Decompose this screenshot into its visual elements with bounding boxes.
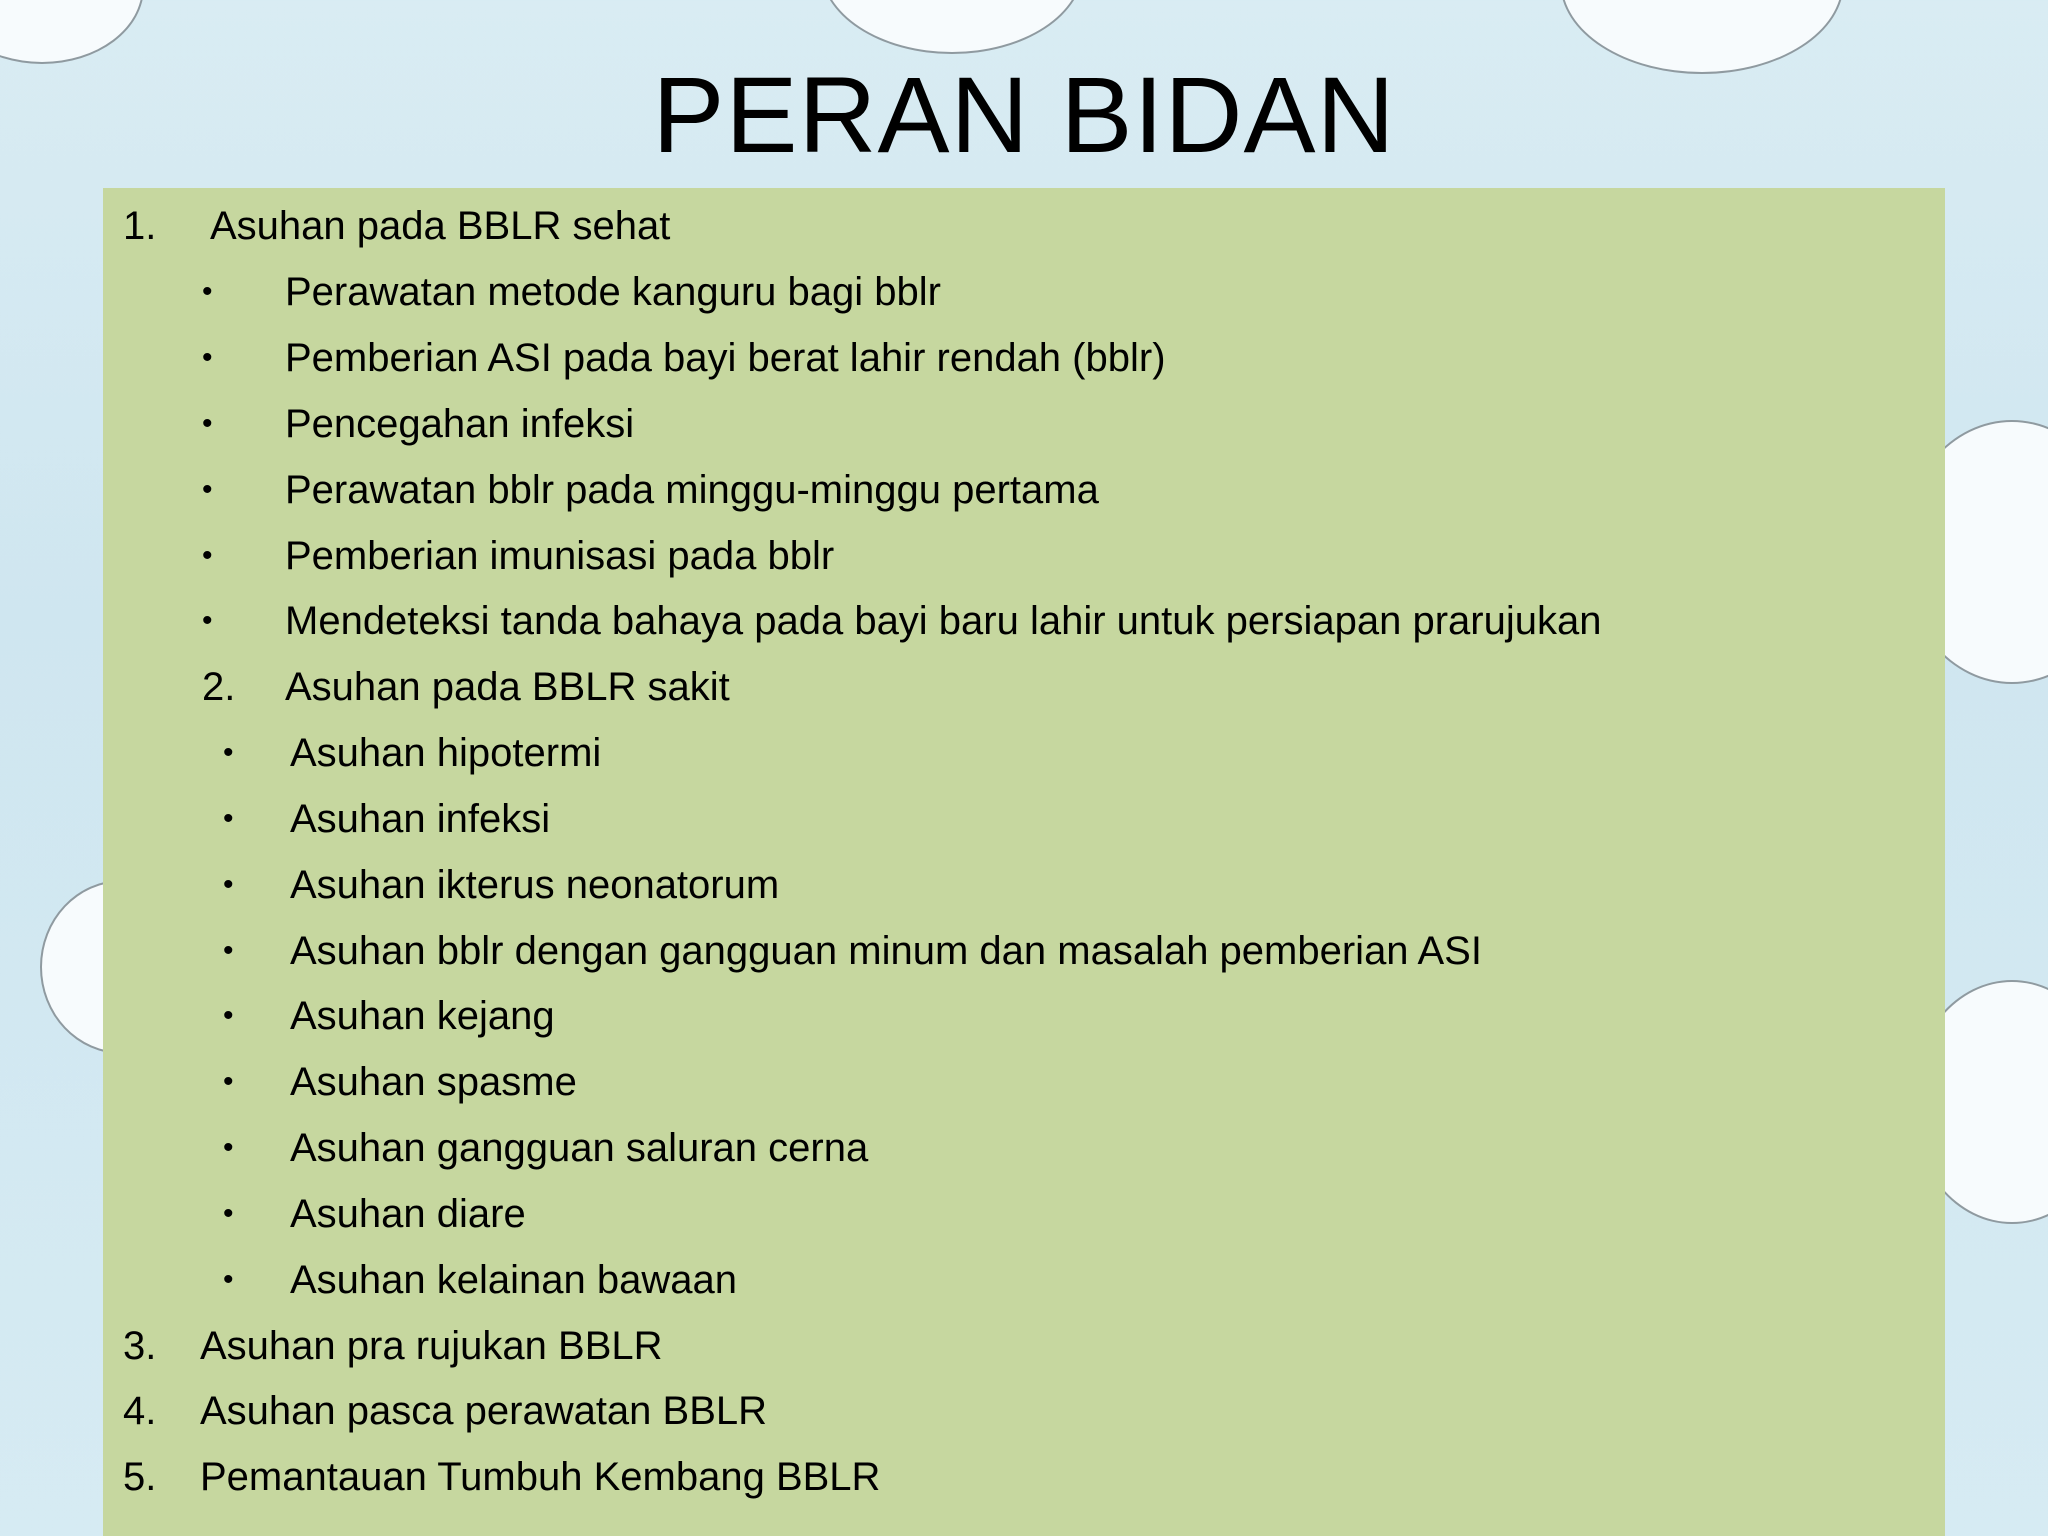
list-item-text: Asuhan ikterus neonatorum [290, 863, 780, 907]
list-item-text: Asuhan bblr dengan gangguan minum dan masalah pemberian ASI [290, 929, 1482, 973]
list-item-text: Pemberian ASI pada bayi berat lahir rendah (bblr) [285, 336, 1166, 380]
list-item-text: Pencegahan infeksi [285, 402, 635, 446]
list-marker: 5. [123, 1455, 157, 1499]
list-item-text: Asuhan kejang [290, 994, 555, 1038]
bullet-icon: • [202, 275, 213, 308]
list-item-text: Asuhan spasme [290, 1060, 577, 1104]
content-box [103, 188, 1945, 1536]
list-marker: 4. [123, 1389, 157, 1433]
list-item-text: Asuhan kelainan bawaan [290, 1258, 738, 1302]
list-item-text: Perawatan bblr pada minggu-minggu pertama [285, 468, 1099, 512]
bullet-icon: • [223, 1197, 234, 1230]
bullet-icon: • [202, 539, 213, 572]
list-item-text: Asuhan diare [290, 1192, 526, 1236]
bullet-icon: • [202, 604, 213, 637]
list-item-text: Perawatan metode kanguru bagi bblr [285, 270, 941, 314]
list-item-text: Asuhan pra rujukan BBLR [200, 1324, 663, 1368]
list-item-text: Asuhan hipotermi [290, 731, 602, 775]
list-item-text: Pemantauan Tumbuh Kembang BBLR [200, 1455, 881, 1499]
bullet-icon: • [223, 934, 234, 967]
bullet-icon: • [202, 473, 213, 506]
cloud-decoration [820, 0, 1084, 54]
bullet-icon: • [223, 736, 234, 769]
list-item-text: Asuhan pada BBLR sakit [285, 665, 730, 709]
bullet-icon: • [223, 999, 234, 1032]
bullet-icon: • [223, 1065, 234, 1098]
slide-title: PERAN BIDAN [652, 54, 1396, 175]
bullet-icon: • [223, 802, 234, 835]
list-item-text: Asuhan gangguan saluran cerna [290, 1126, 869, 1170]
list-item-text: Asuhan infeksi [290, 797, 551, 841]
bullet-icon: • [202, 407, 213, 440]
bullet-icon: • [223, 1131, 234, 1164]
list-marker: 3. [123, 1324, 157, 1368]
list-item-text: Asuhan pasca perawatan BBLR [200, 1389, 768, 1433]
list-item-text: Pemberian imunisasi pada bblr [285, 534, 835, 578]
bullet-icon: • [223, 868, 234, 901]
list-item-text: Asuhan pada BBLR sehat [210, 204, 671, 248]
bullet-icon: • [223, 1263, 234, 1296]
list-item-text: Mendeteksi tanda bahaya pada bayi baru lahir untuk persiapan prarujukan [285, 599, 1602, 643]
bullet-icon: • [202, 341, 213, 374]
list-marker: 2. [202, 665, 236, 709]
list-marker: 1. [123, 204, 157, 248]
